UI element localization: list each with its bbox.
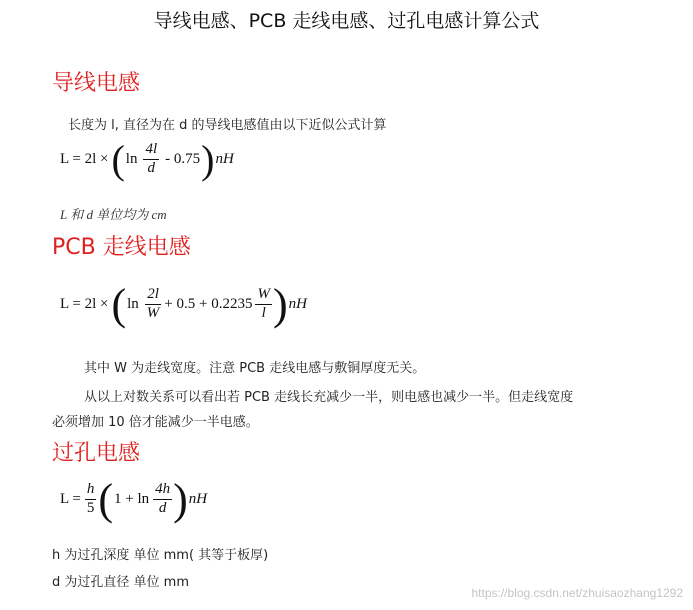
fraction-w-l: [255, 286, 272, 322]
ln-label: ln: [127, 295, 139, 312]
pcb-explanation-line1: 从以上对数关系可以看出若 PCB 走线长充减少一半，则电感也减少一半。但走线宽度: [84, 390, 574, 405]
left-paren: (: [111, 136, 125, 182]
left-paren: (: [111, 279, 127, 329]
fraction-numerator: 2l: [145, 286, 161, 304]
section-heading-pcb-trace: PCB 走线电感: [52, 235, 191, 260]
unit-label: nH: [215, 150, 234, 167]
one-plus-ln: 1 + ln: [113, 490, 150, 507]
left-paren: (: [98, 474, 113, 524]
via-inductance-formula: [60, 474, 207, 524]
fraction-2l-w: [145, 286, 162, 322]
ln-label: ln: [125, 150, 138, 167]
unit-label: nH: [288, 295, 307, 312]
right-paren: ): [173, 474, 188, 524]
fraction-denominator: d: [158, 499, 167, 516]
pcb-explanation-line2: 必须增加 10 倍才能减少一半电感。: [52, 415, 259, 430]
wire-inductance-formula: [60, 136, 234, 182]
wire-units-note: L 和 d 单位均为 cm: [60, 207, 167, 222]
right-paren: ): [201, 136, 215, 182]
right-paren: ): [272, 279, 288, 329]
document-title: 导线电感、PCB 走线电感、过孔电感计算公式: [153, 10, 540, 32]
unit-label: nH: [188, 490, 208, 507]
fraction-denominator: W: [146, 304, 160, 321]
pcb-trace-formula: [60, 278, 307, 330]
section-heading-via-inductance: 过孔电感: [52, 441, 141, 466]
fraction-4l-d: [143, 141, 159, 177]
via-diameter-note: d 为过孔直径 单位 mm: [52, 575, 189, 590]
fraction-numerator: h: [85, 481, 97, 499]
fraction-numerator: W: [255, 286, 272, 304]
wire-intro-text: 长度为 l, 直径为在 d 的导线电感值由以下近似公式计算: [68, 118, 387, 133]
formula-lhs: L = 2l ×: [60, 295, 109, 312]
section-heading-wire-inductance: 导线电感: [52, 71, 141, 96]
watermark-url: https://blog.csdn.net/zhuisaozhang1292: [471, 586, 683, 600]
fraction-denominator: l: [261, 304, 266, 321]
fraction-numerator: 4h: [153, 481, 172, 499]
fraction-4h-d: [153, 481, 172, 517]
formula-middle: + 0.5 + 0.2235: [164, 295, 253, 312]
formula-tail: - 0.75: [165, 150, 201, 167]
fraction-h-5: [85, 481, 97, 517]
via-depth-note: h 为过孔深度 单位 mm( 其等于板厚): [52, 548, 269, 563]
formula-lhs: L =: [60, 490, 81, 507]
pcb-width-note: 其中 W 为走线宽度。注意 PCB 走线电感与敷铜厚度无关。: [84, 361, 426, 376]
fraction-denominator: 5: [86, 499, 95, 516]
formula-lhs: L = 2l ×: [60, 150, 109, 167]
fraction-denominator: d: [147, 159, 156, 176]
fraction-numerator: 4l: [143, 141, 159, 159]
